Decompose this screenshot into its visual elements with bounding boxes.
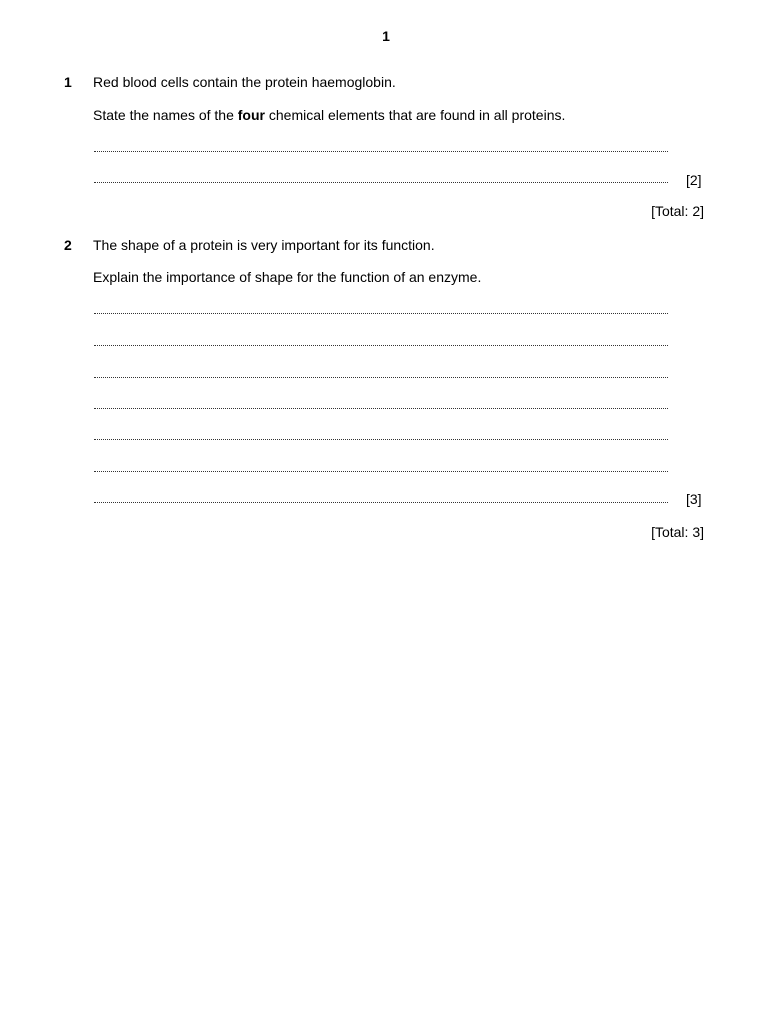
prompt-emphasis: four xyxy=(237,107,265,123)
question-number: 1 xyxy=(64,74,72,90)
answer-line[interactable] xyxy=(94,182,668,183)
answer-line[interactable] xyxy=(94,471,668,472)
answer-line[interactable] xyxy=(94,377,668,378)
prompt-text: chemical elements that are found in all proteins. xyxy=(264,107,566,123)
page-number: 1 xyxy=(382,28,390,44)
total-marks: [Total: 2] xyxy=(651,203,704,219)
question-intro: Red blood cells contain the protein haemoglobin. xyxy=(93,74,396,90)
answer-line[interactable] xyxy=(94,345,668,346)
marks-label: [2] xyxy=(686,172,702,188)
answer-line[interactable] xyxy=(94,408,668,409)
question-number: 2 xyxy=(64,237,72,253)
answer-line[interactable] xyxy=(94,313,668,314)
question-prompt xyxy=(93,107,565,123)
answer-line[interactable] xyxy=(94,151,668,152)
answer-line[interactable] xyxy=(94,502,668,503)
prompt-text: State the names of the xyxy=(93,107,238,123)
answer-line[interactable] xyxy=(94,439,668,440)
marks-label: [3] xyxy=(686,491,702,507)
total-marks: [Total: 3] xyxy=(651,524,704,540)
question-prompt: Explain the importance of shape for the function of an enzyme. xyxy=(93,269,482,285)
question-intro: The shape of a protein is very important for its function. xyxy=(93,237,435,253)
